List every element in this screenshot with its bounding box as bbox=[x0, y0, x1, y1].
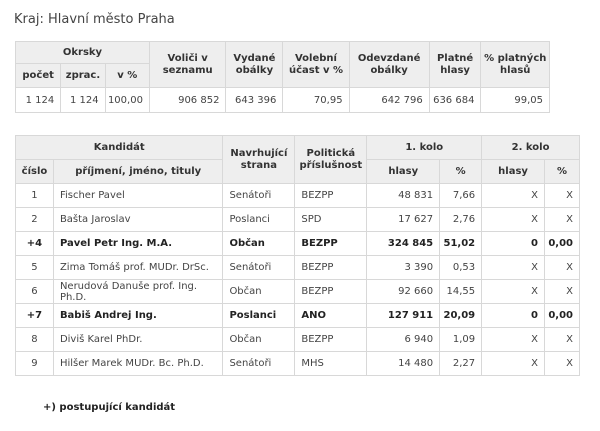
header-cislo: číslo bbox=[16, 160, 54, 184]
cell-jmeno: Nerudová Danuše prof. Ing. Ph.D. bbox=[53, 280, 223, 304]
table-row bbox=[16, 352, 580, 376]
cell-pct-2: X bbox=[544, 256, 579, 280]
cell-ucast: 70,95 bbox=[283, 88, 349, 113]
cell-hlasy-2: X bbox=[482, 328, 545, 352]
cell-hlasy-2: X bbox=[482, 208, 545, 232]
header-vydane: Vydané obálky bbox=[226, 42, 283, 88]
cell-prislusnost: SPD bbox=[295, 208, 367, 232]
header-kolo2: 2. kolo bbox=[482, 136, 580, 160]
table-row bbox=[16, 256, 580, 280]
cell-strana: Senátoři bbox=[223, 256, 295, 280]
cell-hlasy-1: 92 660 bbox=[367, 280, 440, 304]
header-pct-platnych: % platných hlasů bbox=[481, 42, 550, 88]
cell-cislo: +7 bbox=[16, 304, 54, 328]
cell-jmeno: Diviš Karel PhDr. bbox=[53, 328, 223, 352]
cell-pct-1: 20,09 bbox=[440, 304, 482, 328]
cell-strana: Senátoři bbox=[223, 184, 295, 208]
cell-hlasy-1: 14 480 bbox=[367, 352, 440, 376]
cell-v-pct: 100,00 bbox=[105, 88, 149, 113]
header-hlasy-2: hlasy bbox=[482, 160, 545, 184]
header-platne: Platné hlasy bbox=[429, 42, 481, 88]
cell-pct-2: X bbox=[544, 280, 579, 304]
cell-pct-1: 2,27 bbox=[440, 352, 482, 376]
cell-hlasy-1: 17 627 bbox=[367, 208, 440, 232]
cell-zprac: 1 124 bbox=[61, 88, 105, 113]
cell-pct-1: 1,09 bbox=[440, 328, 482, 352]
cell-strana: Občan bbox=[223, 328, 295, 352]
cell-hlasy-1: 324 845 bbox=[367, 232, 440, 256]
cell-pct-1: 2,76 bbox=[440, 208, 482, 232]
summary-table bbox=[15, 41, 550, 113]
table-row bbox=[16, 232, 580, 256]
cell-platne: 636 684 bbox=[429, 88, 481, 113]
header-pocet: počet bbox=[16, 64, 61, 88]
cell-cislo: 9 bbox=[16, 352, 54, 376]
header-pct-2: % bbox=[544, 160, 579, 184]
cell-strana: Občan bbox=[223, 232, 295, 256]
cell-hlasy-2: 0 bbox=[482, 232, 545, 256]
cell-jmeno: Hilšer Marek MUDr. Bc. Ph.D. bbox=[53, 352, 223, 376]
header-okrsky: Okrsky bbox=[16, 42, 150, 64]
cell-pct-1: 0,53 bbox=[440, 256, 482, 280]
header-strana: Navrhující strana bbox=[223, 136, 295, 184]
cell-pct-2: X bbox=[544, 184, 579, 208]
cell-pct-1: 7,66 bbox=[440, 184, 482, 208]
cell-hlasy-2: X bbox=[482, 352, 545, 376]
cell-prislusnost: BEZPP bbox=[295, 184, 367, 208]
cell-cislo: 1 bbox=[16, 184, 54, 208]
cell-strana: Občan bbox=[223, 280, 295, 304]
cell-hlasy-1: 6 940 bbox=[367, 328, 440, 352]
cell-prislusnost: BEZPP bbox=[295, 256, 367, 280]
header-kolo1: 1. kolo bbox=[367, 136, 482, 160]
header-odevzdane: Odevzdané obálky bbox=[349, 42, 429, 88]
cell-pct-1: 51,02 bbox=[440, 232, 482, 256]
table-row bbox=[16, 280, 580, 304]
candidates-table bbox=[15, 135, 580, 376]
header-pct-1: % bbox=[440, 160, 482, 184]
header-volici: Voliči v seznamu bbox=[149, 42, 226, 88]
cell-cislo: +4 bbox=[16, 232, 54, 256]
header-v-pct: v % bbox=[105, 64, 149, 88]
cell-vydane: 643 396 bbox=[226, 88, 283, 113]
cell-pct-2: X bbox=[544, 328, 579, 352]
cell-pocet: 1 124 bbox=[16, 88, 61, 113]
cell-prislusnost: BEZPP bbox=[295, 232, 367, 256]
cell-jmeno: Zima Tomáš prof. MUDr. DrSc. bbox=[53, 256, 223, 280]
cell-jmeno: Babiš Andrej Ing. bbox=[53, 304, 223, 328]
cell-jmeno: Bašta Jaroslav bbox=[53, 208, 223, 232]
cell-volici: 906 852 bbox=[149, 88, 226, 113]
cell-cislo: 2 bbox=[16, 208, 54, 232]
cell-pct-2: 0,00 bbox=[544, 304, 579, 328]
table-row bbox=[16, 184, 580, 208]
cell-prislusnost: BEZPP bbox=[295, 328, 367, 352]
cell-pct-1: 14,55 bbox=[440, 280, 482, 304]
summary-row bbox=[16, 88, 550, 113]
cell-hlasy-2: 0 bbox=[482, 304, 545, 328]
header-zprac: zprac. bbox=[61, 64, 105, 88]
cell-odevzdane: 642 796 bbox=[349, 88, 429, 113]
header-hlasy-1: hlasy bbox=[367, 160, 440, 184]
cell-cislo: 6 bbox=[16, 280, 54, 304]
header-prislusnost: Politická příslušnost bbox=[295, 136, 367, 184]
cell-hlasy-2: X bbox=[482, 256, 545, 280]
cell-hlasy-1: 48 831 bbox=[367, 184, 440, 208]
cell-prislusnost: ANO bbox=[295, 304, 367, 328]
cell-pct-2: 0,00 bbox=[544, 232, 579, 256]
cell-strana: Poslanci bbox=[223, 208, 295, 232]
cell-strana: Poslanci bbox=[223, 304, 295, 328]
cell-jmeno: Fischer Pavel bbox=[53, 184, 223, 208]
table-row bbox=[16, 328, 580, 352]
cell-cislo: 5 bbox=[16, 256, 54, 280]
cell-hlasy-1: 3 390 bbox=[367, 256, 440, 280]
header-kandidat: Kandidát bbox=[16, 136, 223, 160]
cell-hlasy-1: 127 911 bbox=[367, 304, 440, 328]
table-row bbox=[16, 304, 580, 328]
cell-pct-platnych: 99,05 bbox=[481, 88, 550, 113]
cell-pct-2: X bbox=[544, 352, 579, 376]
table-row bbox=[16, 208, 580, 232]
cell-prislusnost: BEZPP bbox=[295, 280, 367, 304]
cell-hlasy-2: X bbox=[482, 184, 545, 208]
header-jmeno: příjmení, jméno, tituly bbox=[53, 160, 223, 184]
cell-cislo: 8 bbox=[16, 328, 54, 352]
header-ucast: Volební účast v % bbox=[283, 42, 349, 88]
cell-hlasy-2: X bbox=[482, 280, 545, 304]
cell-prislusnost: MHS bbox=[295, 352, 367, 376]
cell-pct-2: X bbox=[544, 208, 579, 232]
footnote: +) postupující kandidát bbox=[43, 402, 176, 413]
cell-strana: Senátoři bbox=[223, 352, 295, 376]
cell-jmeno: Pavel Petr Ing. M.A. bbox=[53, 232, 223, 256]
region-title: Kraj: Hlavní město Praha bbox=[14, 12, 175, 27]
